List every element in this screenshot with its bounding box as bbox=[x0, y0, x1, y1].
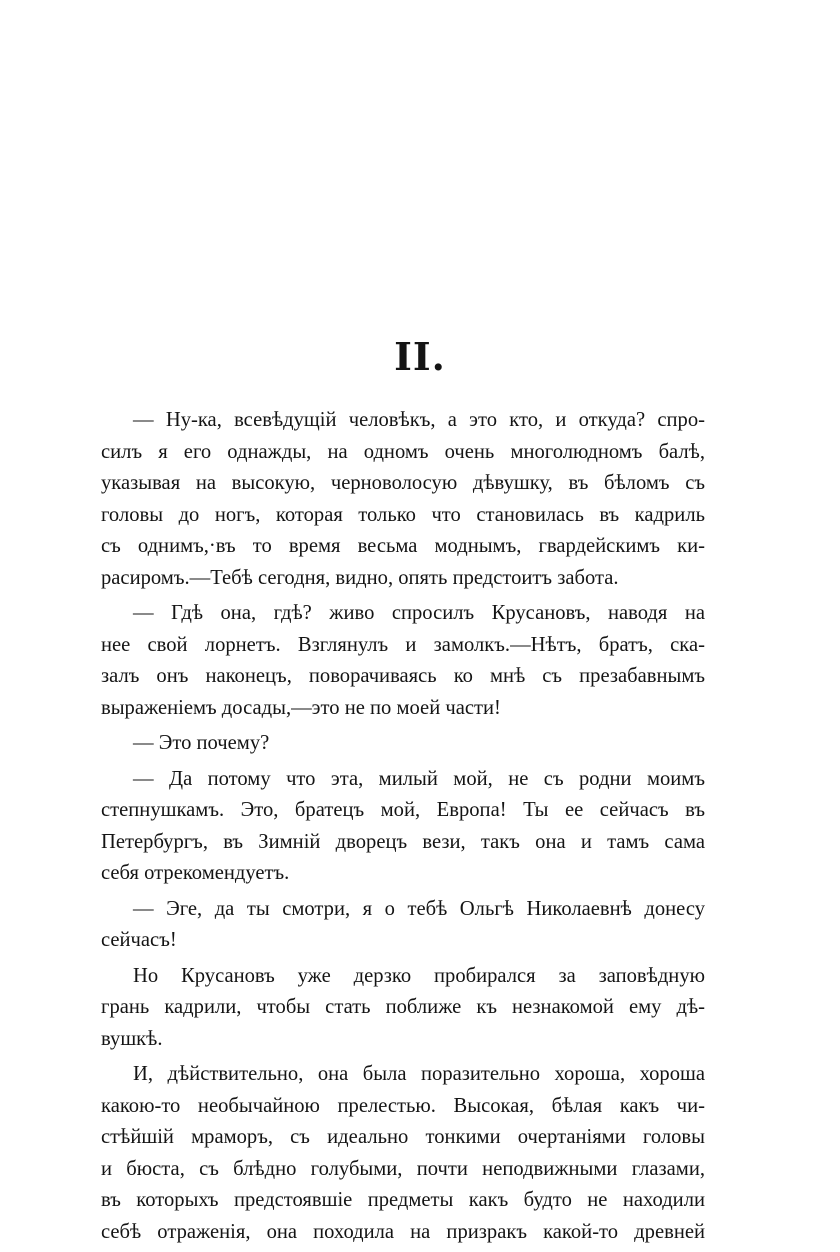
text-line: выраженіемъ досады,—это не по моей части! bbox=[101, 696, 501, 719]
paragraph bbox=[101, 405, 705, 594]
paragraph bbox=[101, 764, 705, 890]
text-line: залъ онъ наконецъ, поворачиваясь ко мнѣ съ презабавнымъ bbox=[101, 665, 705, 687]
text-line: стѣйшій мраморъ, съ идеально тонкими очертаніями головы bbox=[101, 1126, 705, 1148]
text-line: съ однимъ,·въ то время весьма моднымъ, гвардейскимъ ки- bbox=[101, 535, 705, 557]
text-line: вушкѣ. bbox=[101, 1027, 163, 1050]
text-line: — Ну-ка, всевѣдущій человѣкъ, а это кто, и откуда? спро- bbox=[133, 409, 705, 431]
paragraph bbox=[101, 894, 705, 957]
paragraph bbox=[101, 728, 705, 760]
text-line: указывая на высокую, черноволосую дѣвушку, въ бѣломъ съ bbox=[101, 472, 705, 494]
text-line: въ которыхъ предстоявшіе предметы какъ будто не находили bbox=[101, 1189, 705, 1211]
text-line: — Гдѣ она, гдѣ? живо спросилъ Крусановъ, наводя на bbox=[133, 602, 705, 624]
text-line: Но Крусановъ уже дерзко пробирался за заповѣдную bbox=[133, 964, 705, 987]
text-line: грань кадрили, чтобы стать поближе къ незнакомой ему дѣ- bbox=[101, 996, 705, 1018]
paragraph bbox=[101, 1059, 705, 1248]
text-line: — Это почему? bbox=[133, 732, 270, 754]
text-line: какою-то необычайною прелестью. Высокая, бѣлая какъ чи- bbox=[101, 1094, 705, 1117]
text-line: и бюста, съ блѣдно голубыми, почти неподвижными глазами, bbox=[101, 1157, 705, 1180]
text-line: силъ я его однажды, на одномъ очень многолюдномъ балѣ, bbox=[101, 440, 705, 463]
text-line: расиромъ.—Тебѣ сегодня, видно, опять предстоитъ забота. bbox=[101, 566, 619, 589]
text-line: головы до ногъ, которая только что становилась въ кадриль bbox=[101, 503, 705, 526]
text-line: степнушкамъ. Это, братецъ мой, Европа! Ты ее сейчасъ въ bbox=[101, 799, 705, 821]
paragraph bbox=[101, 961, 705, 1056]
text-line: себѣ отраженія, она походила на призракъ какой-то древней bbox=[101, 1220, 705, 1243]
text-line: себя отрекомендуетъ. bbox=[101, 862, 290, 884]
text-line: Петербургъ, въ Зимній дворецъ вези, такъ она и тамъ сама bbox=[101, 830, 705, 853]
text-line: сейчасъ! bbox=[101, 929, 177, 951]
paragraph bbox=[101, 598, 705, 724]
text-line: И, дѣйствительно, она была поразительно хороша, хороша bbox=[133, 1063, 705, 1085]
text-line: — Да потому что эта, милый мой, не съ родни моимъ bbox=[133, 767, 705, 790]
body-text bbox=[101, 405, 705, 1252]
text-line: нее свой лорнетъ. Взглянулъ и замолкъ.—Нѣтъ, братъ, ска- bbox=[101, 633, 705, 656]
text-line: — Эге, да ты смотри, я о тебѣ Ольгѣ Николаевнѣ донесу bbox=[133, 897, 705, 920]
chapter-heading: II. bbox=[394, 334, 446, 379]
